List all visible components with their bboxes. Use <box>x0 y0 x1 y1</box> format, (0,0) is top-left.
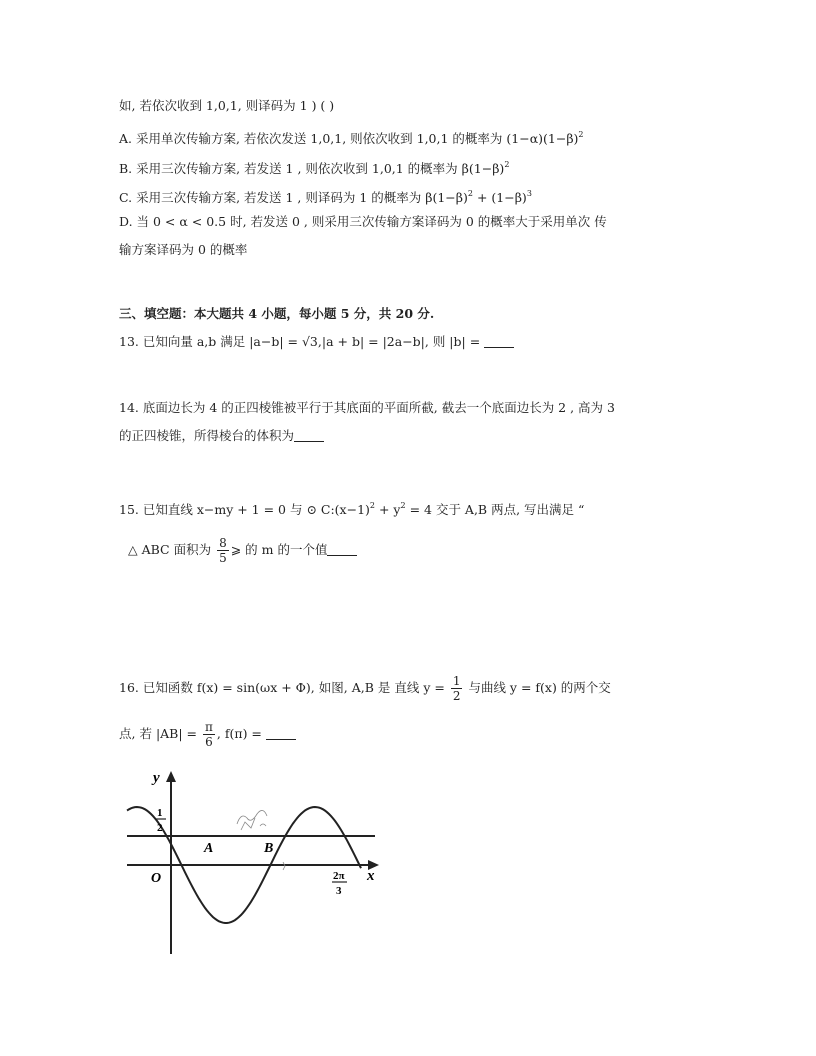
x-axis-label: x <box>367 868 375 884</box>
question-14-line1: 14. 底面边长为 4 的正四棱锥被平行于其底面的平面所截, 截去一个底面边长为 2 , 高为 3 <box>119 400 615 415</box>
answer-blank <box>294 429 324 442</box>
origin-label: O <box>151 871 162 886</box>
sine-graph <box>125 766 385 958</box>
answer-blank <box>266 727 296 740</box>
fraction-pi-6: $\frac{\pi}{6}$ <box>205 720 213 749</box>
option-c: C. 采用三次传输方案, 若发送 1 , 则译码为 1 的概率为 $\beta(1-\beta)^2 + (1-\beta)^3$ <box>119 189 532 205</box>
point-a-label: A <box>204 841 214 856</box>
question-16-line1: 16. 已知函数 f(x) = sin(ωx + Φ), 如图, A,B 是 直线 y = $\frac{1}{2}$ 与曲线 y = f(x) 的两个交 <box>119 674 611 703</box>
option-d-line1: D. 当 0 < α < 0.5 时, 若发送 0 , 则采用三次传输方案译码为 0 的概率大于采用单次 传 <box>119 214 607 229</box>
half-label-num: 1 <box>157 807 163 819</box>
half-label-den: 2 <box>157 822 163 834</box>
intro-line: 如, 若依次收到 1,0,1, 则译码为 1 ) ( ) <box>119 98 335 113</box>
tick-label-num: 2π <box>333 870 345 882</box>
point-b-label: B <box>264 841 274 856</box>
question-16-line2: 点, 若 |AB| = $\frac{\pi}{6}$ , f(π) = <box>119 720 296 749</box>
option-b: B. 采用三次传输方案, 若发送 1 , 则依次收到 1,0,1 的概率为 $\beta(1-\beta)^2$ <box>119 160 510 176</box>
y-axis-label: y <box>153 770 160 786</box>
option-a: A. 采用单次传输方案, 若依次发送 1,0,1, 则依次收到 1,0,1 的概率为 $(1-\alpha)(1-\beta)^2$ <box>119 130 584 146</box>
question-15-line2: △ ABC 面积为 $\frac{8}{5}$ ⩾ 的 m 的一个值 <box>128 536 357 565</box>
option-d-line2: 输方案译码为 0 的概率 <box>119 242 248 257</box>
question-13: 13. 已知向量 a,b 满足 |a−b| = √3,|a + b| = |2a−b|, 则 |b| = <box>119 333 514 351</box>
question-15-line1: 15. 已知直线 x−my + 1 = 0 与 ⊙ $C:(x-1)^2 + y^2 = 4$ 交于 A,B 两点, 写出满足 “ <box>119 501 585 517</box>
answer-blank <box>484 335 514 348</box>
fraction-1-2: $\frac{1}{2}$ <box>452 674 461 703</box>
tick-label-den: 3 <box>336 885 342 897</box>
question-14-line2: 的正四棱锥，所得棱台的体积为 <box>119 427 324 445</box>
answer-blank <box>327 543 357 556</box>
section-title: 三、填空题：本大题共 4 小题，每小题 5 分，共 20 分. <box>119 306 435 321</box>
fraction-8-5: $\frac{8}{5}$ <box>219 536 227 565</box>
y-axis-arrow <box>166 771 176 782</box>
scan-smudge <box>237 810 285 870</box>
